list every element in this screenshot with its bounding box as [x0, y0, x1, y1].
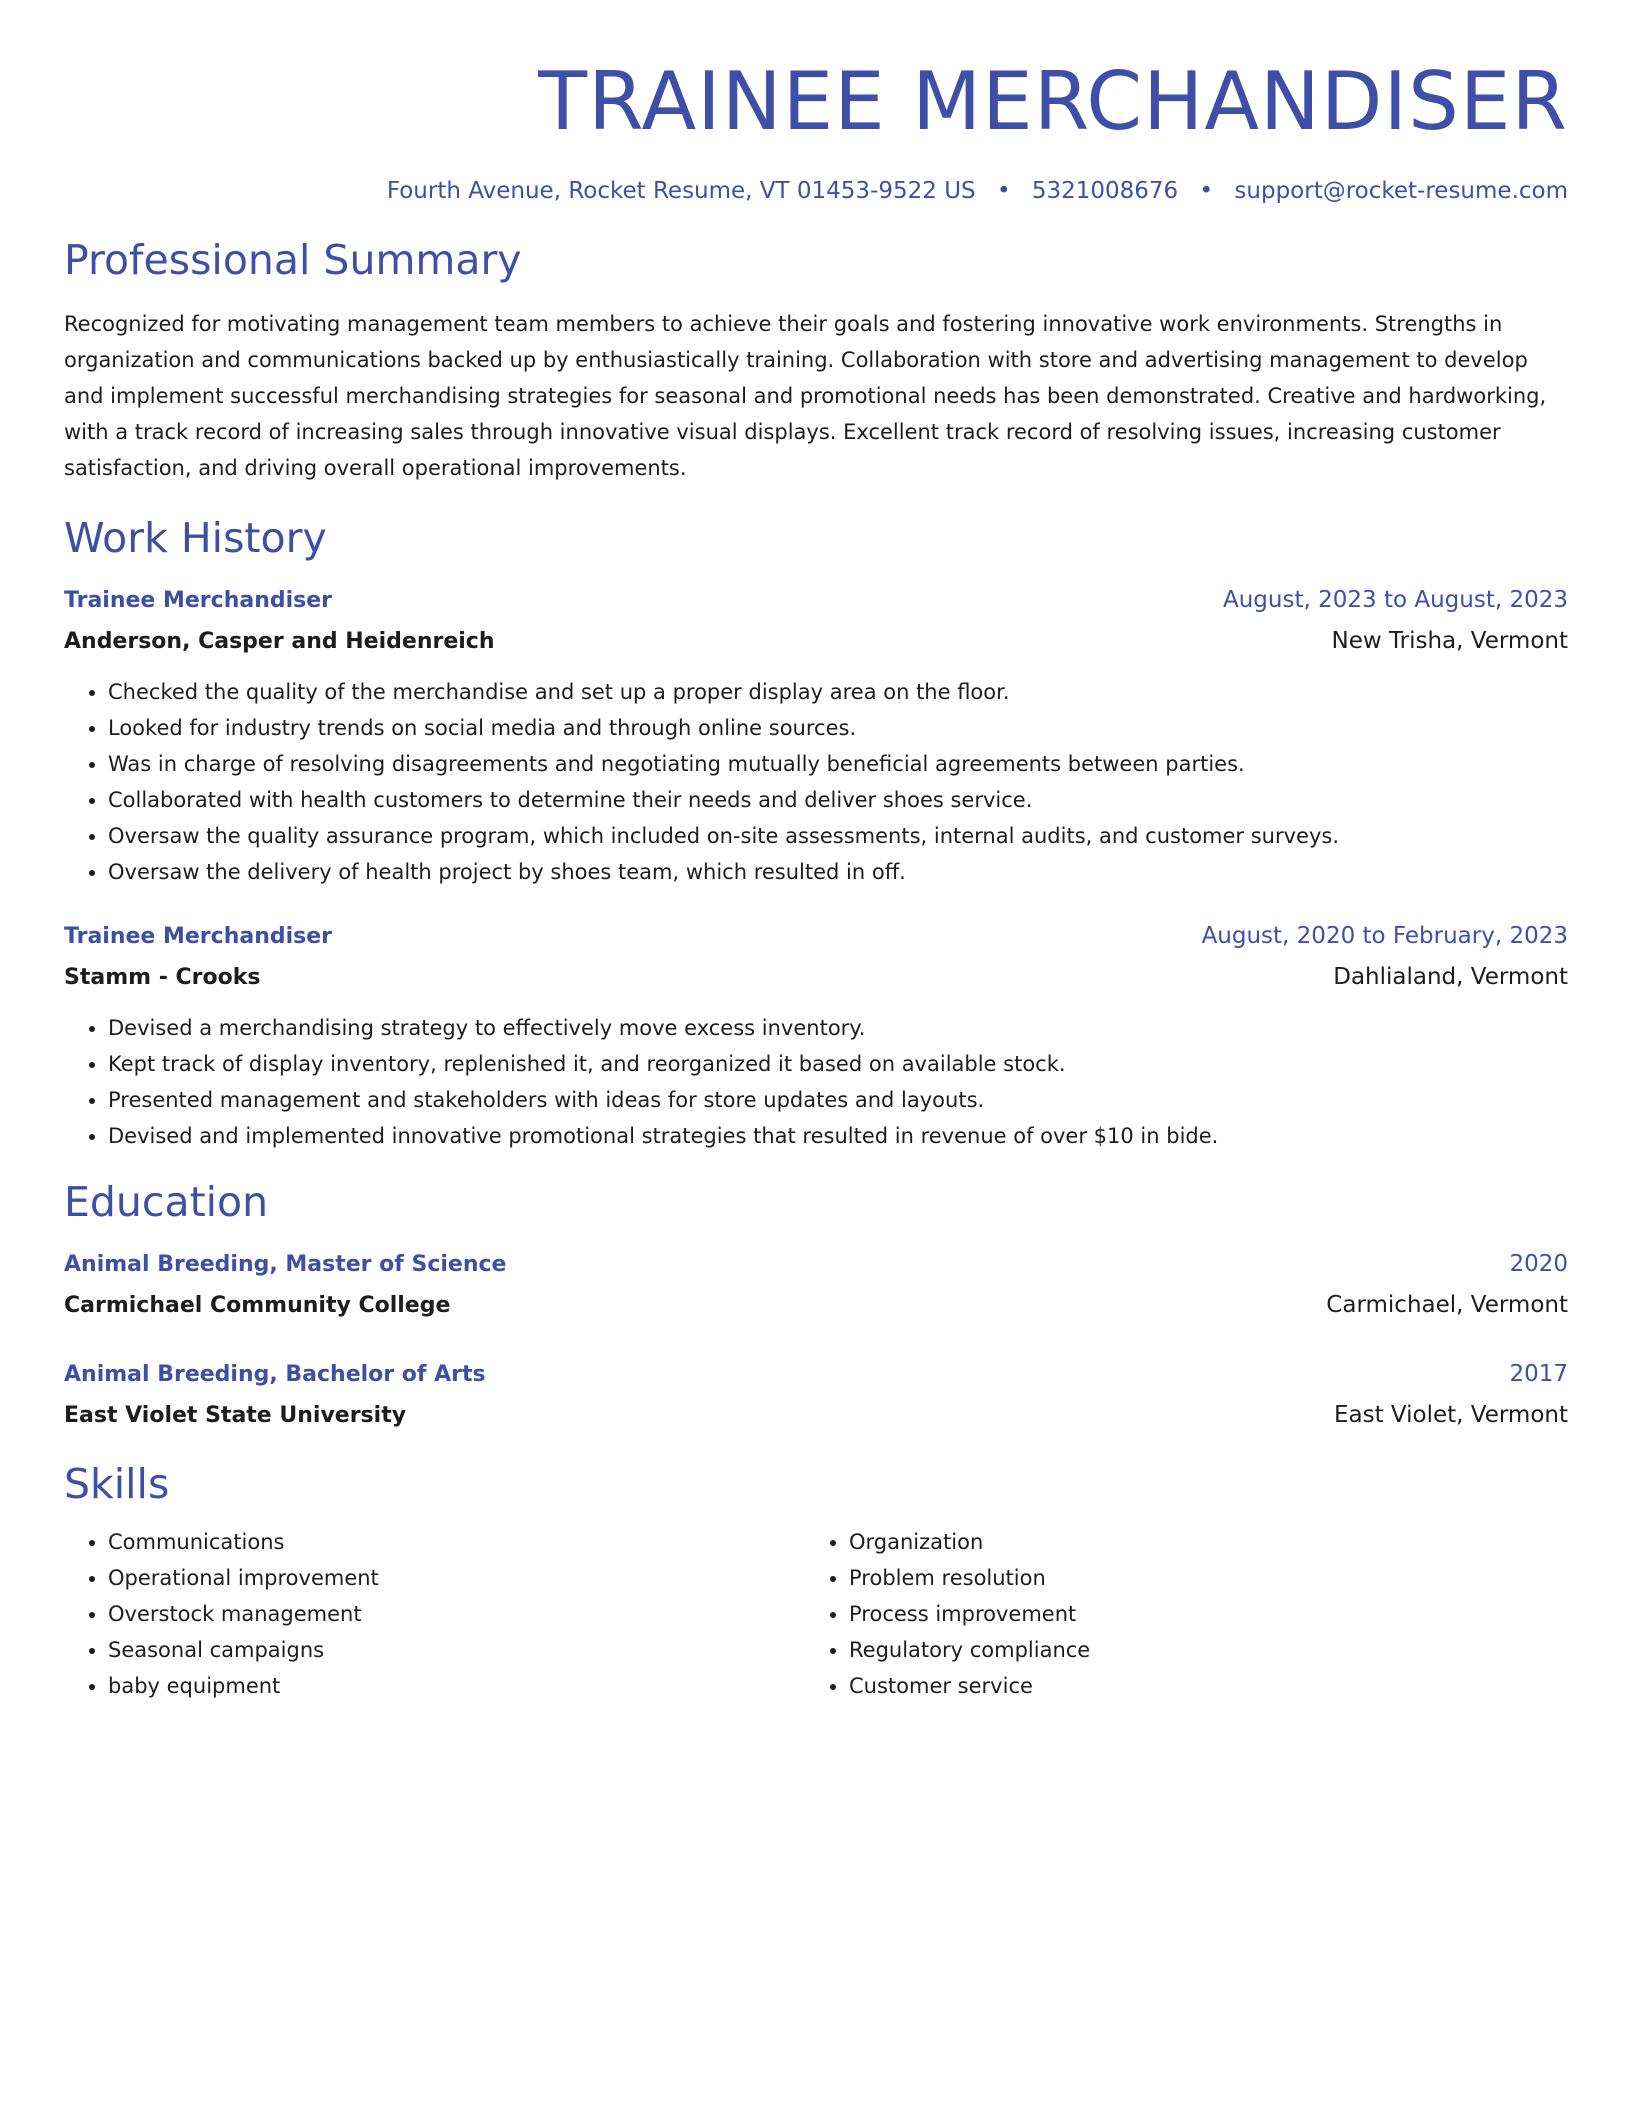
education-entry	[64, 1244, 1568, 1326]
bullet-separator: •	[996, 178, 1011, 204]
job-header-row	[64, 580, 1568, 621]
skills-grid	[64, 1524, 1568, 1704]
job-bullet: • Devised and implemented innovative promotional strategies that resulted in revenue of over $10 in bide.	[108, 1118, 1568, 1154]
work-history-section	[64, 512, 1568, 1154]
job-bullet: • Oversaw the quality assurance program, which included on-site assessments, internal audits, and customer surveys.	[108, 818, 1568, 854]
skill-item: • Customer service	[849, 1668, 1546, 1704]
education-location: Carmichael, Vermont	[1326, 1292, 1568, 1318]
skill-item: • Communications	[108, 1524, 805, 1560]
job-bullet: • Looked for industry trends on social media and through online sources.	[108, 710, 1568, 746]
job-entry	[64, 916, 1568, 1154]
skill-item: • Process improvement	[849, 1596, 1546, 1632]
skill-item: • Seasonal campaigns	[108, 1632, 805, 1668]
contact-address: Fourth Avenue, Rocket Resume, VT 01453-9522 US	[386, 178, 976, 204]
job-bullets	[64, 674, 1568, 890]
section-title-education: Education	[64, 1178, 269, 1226]
job-dates: August, 2020 to February, 2023	[1201, 923, 1568, 949]
job-entry	[64, 580, 1568, 890]
job-bullets	[64, 1010, 1568, 1154]
contact-line	[64, 176, 1568, 206]
job-company: Stamm - Crooks	[64, 965, 261, 990]
skill-item: • Regulatory compliance	[849, 1632, 1546, 1668]
skill-item: • Problem resolution	[849, 1560, 1546, 1596]
skill-item: • baby equipment	[108, 1668, 805, 1704]
job-dates: August, 2023 to August, 2023	[1223, 587, 1568, 613]
job-bullet: • Checked the quality of the merchandise and set up a proper display area on the floor.	[108, 674, 1568, 710]
job-bullet: • Collaborated with health customers to determine their needs and deliver shoes service.	[108, 782, 1568, 818]
education-header-row	[64, 1244, 1568, 1285]
job-title: Trainee Merchandiser	[64, 924, 333, 949]
job-header-row	[64, 916, 1568, 957]
skill-item: • Operational improvement	[108, 1560, 805, 1596]
job-bullet: • Kept track of display inventory, replenished it, and reorganized it based on available stock.	[108, 1046, 1568, 1082]
summary-text: Recognized for motivating management team members to achieve their goals and fostering innovative work environments. Strengths in organization and communications backed up by enthusiastically training. Collaboration with store and advertising management to develop and implement successful merchandising strategies for seasonal and promotional needs has been demonstrated. Creative and hardworking, with a track record of increasing sales through innovative visual displays. Excellent track record of resolving issues, increasing customer satisfaction, and driving overall operational improvements.	[64, 312, 1547, 480]
section-title-skills: Skills	[64, 1460, 170, 1508]
education-year: 2020	[1509, 1251, 1568, 1277]
education-location: East Violet, Vermont	[1333, 1402, 1568, 1428]
skills-section	[64, 1458, 1568, 1704]
skills-column-right	[805, 1524, 1546, 1704]
job-bullet: • Oversaw the delivery of health project by shoes team, which resulted in off.	[108, 854, 1568, 890]
education-degree: Animal Breeding, Bachelor of Arts	[64, 1362, 486, 1387]
section-title-summary: Professional Summary	[64, 236, 522, 284]
skill-item: • Overstock management	[108, 1596, 805, 1632]
education-degree: Animal Breeding, Master of Science	[64, 1252, 507, 1277]
bullet-separator: •	[1199, 178, 1214, 204]
job-bullet: • Presented management and stakeholders with ideas for store updates and layouts.	[108, 1082, 1568, 1118]
job-location: Dahlialand, Vermont	[1333, 964, 1568, 990]
education-school: East Violet State University	[64, 1403, 407, 1428]
education-entry	[64, 1354, 1568, 1436]
job-company-row	[64, 621, 1568, 662]
skills-column-left	[64, 1524, 805, 1704]
job-company-row	[64, 957, 1568, 998]
education-school-row	[64, 1285, 1568, 1326]
job-company: Anderson, Casper and Heidenreich	[64, 629, 495, 654]
skill-item: • Organization	[849, 1524, 1546, 1560]
education-year: 2017	[1509, 1361, 1568, 1387]
job-bullet: • Was in charge of resolving disagreements and negotiating mutually beneficial agreements between parties.	[108, 746, 1568, 782]
education-section	[64, 1176, 1568, 1436]
summary-section	[64, 234, 1568, 486]
contact-email[interactable]: support@rocket-resume.com	[1234, 178, 1568, 204]
job-location: New Trisha, Vermont	[1331, 628, 1568, 654]
education-header-row	[64, 1354, 1568, 1395]
education-school: Carmichael Community College	[64, 1293, 451, 1318]
job-title: Trainee Merchandiser	[64, 588, 333, 613]
contact-phone: 5321008676	[1031, 178, 1179, 204]
candidate-name: TRAINEE MERCHANDISER	[538, 55, 1568, 148]
education-school-row	[64, 1395, 1568, 1436]
resume-header	[64, 0, 1568, 206]
job-bullet: • Devised a merchandising strategy to effectively move excess inventory.	[108, 1010, 1568, 1046]
section-title-work-history: Work History	[64, 514, 327, 562]
